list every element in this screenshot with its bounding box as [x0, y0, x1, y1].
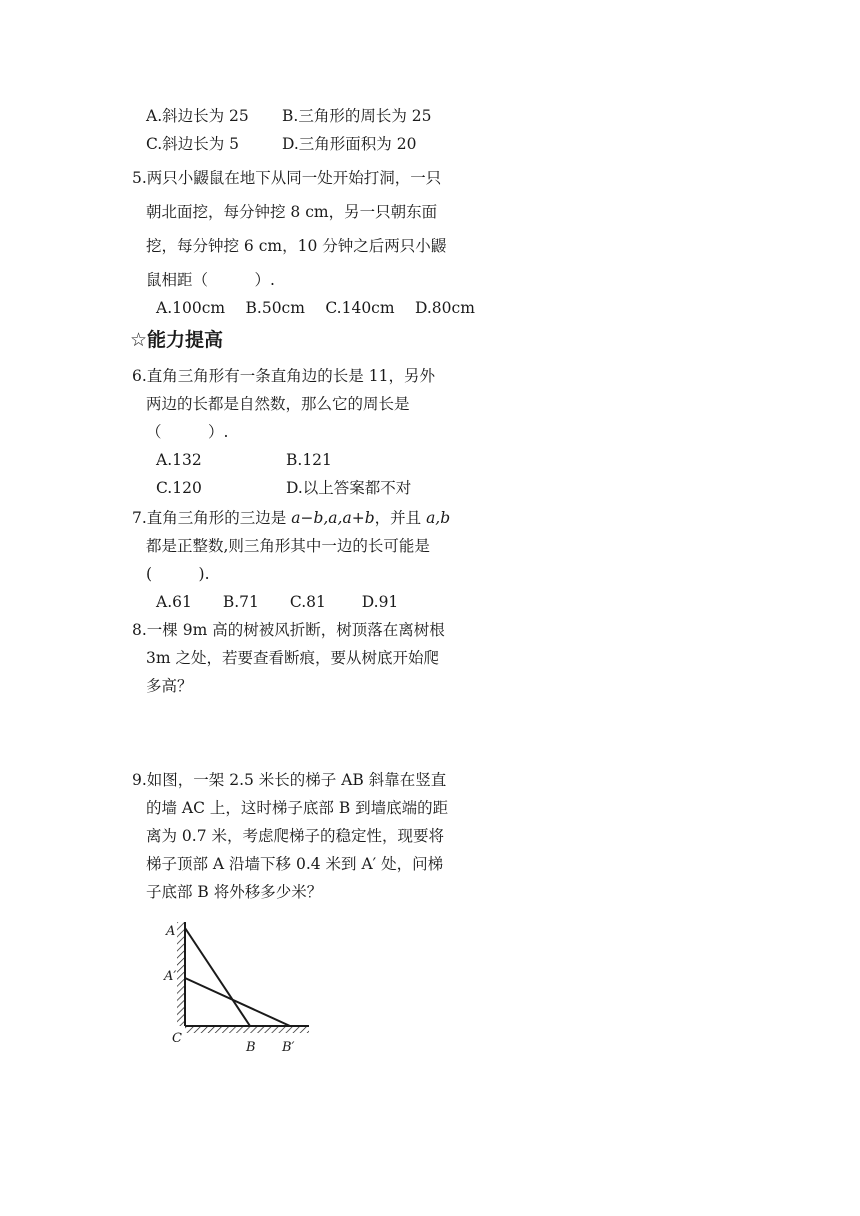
wall-hatching [177, 922, 185, 1026]
q8-line-3: 多高？ [146, 677, 193, 695]
q7-prefix: 7.直角三角形的三边是 [132, 509, 292, 527]
q7-options: A.61 B.71 C.81 D.91 [156, 593, 399, 611]
section-heading: ☆能力提高 [130, 329, 224, 351]
ground-hatching [185, 1026, 309, 1033]
q6-line-2: 两边的长都是自然数，那么它的周长是 [146, 395, 410, 413]
label-a-prime: A′ [164, 969, 177, 984]
q9-line-4: 梯子顶部 A 沿墙下移 0.4 米到 A′ 处，问梯 [146, 855, 444, 873]
q9-line-1: 9.如图，一架 2.5 米长的梯子 AB 斜靠在竖直 [132, 771, 447, 789]
ladder-a-prime-b-prime [185, 978, 290, 1026]
q4-option-c: C.斜边长为 5 [146, 135, 240, 153]
label-c: C [172, 1031, 182, 1046]
q4-option-a: A.斜边长为 25 [146, 107, 249, 125]
label-a: A [166, 924, 176, 939]
label-b-prime: B′ [282, 1040, 295, 1055]
ladder-ab [185, 928, 250, 1026]
q9-line-2: 的墙 AC 上，这时梯子底部 B 到墙底端的距 [146, 799, 449, 817]
q5-options: A.100cm B.50cm C.140cm D.80cm [156, 299, 475, 317]
q6-option-d: D.以上答案都不对 [286, 479, 412, 497]
q8-line-1: 8.一棵 9m 高的树被风折断，树顶落在离树根 [132, 621, 445, 639]
q4-option-d: D.三角形面积为 20 [282, 135, 417, 153]
label-b: B [246, 1040, 256, 1055]
q7-expr-sides: a−b,a,a+b [291, 509, 375, 527]
q9-line-5: 子底部 B 将外移多少米？ [146, 883, 323, 901]
q4-option-b: B.三角形的周长为 25 [282, 107, 432, 125]
q5-line-1: 5.两只小鼹鼠在地下从同一处开始打洞，一只 [132, 169, 442, 187]
q7-line-2: 都是正整数,则三角形其中一边的长可能是 [146, 537, 430, 555]
q7-line-3: ( ). [146, 565, 210, 583]
q6-option-a: A.132 [156, 451, 202, 469]
q5-line-4: 鼠相距（ ）. [146, 271, 275, 289]
q5-line-2: 朝北面挖，每分钟挖 8 cm，另一只朝东面 [146, 203, 438, 221]
q7-expr-ab: a,b [426, 509, 451, 527]
q5-line-3: 挖，每分钟挖 6 cm，10 分钟之后两只小鼹 [146, 237, 447, 255]
q9-line-3: 离为 0.7 米，考虑爬梯子的稳定性，现要将 [146, 827, 445, 845]
q7-middle: ，并且 [374, 509, 427, 527]
ladder-figure [160, 918, 320, 1058]
q6-line-3: （ ）. [146, 423, 229, 441]
q7-line-1 [132, 508, 450, 528]
q6-line-1: 6.直角三角形有一条直角边的长是 11，另外 [132, 367, 435, 385]
q6-option-c: C.120 [156, 479, 202, 497]
q8-line-2: 3m 之处，若要查看断痕，要从树底开始爬 [146, 649, 439, 667]
q6-option-b: B.121 [286, 451, 332, 469]
